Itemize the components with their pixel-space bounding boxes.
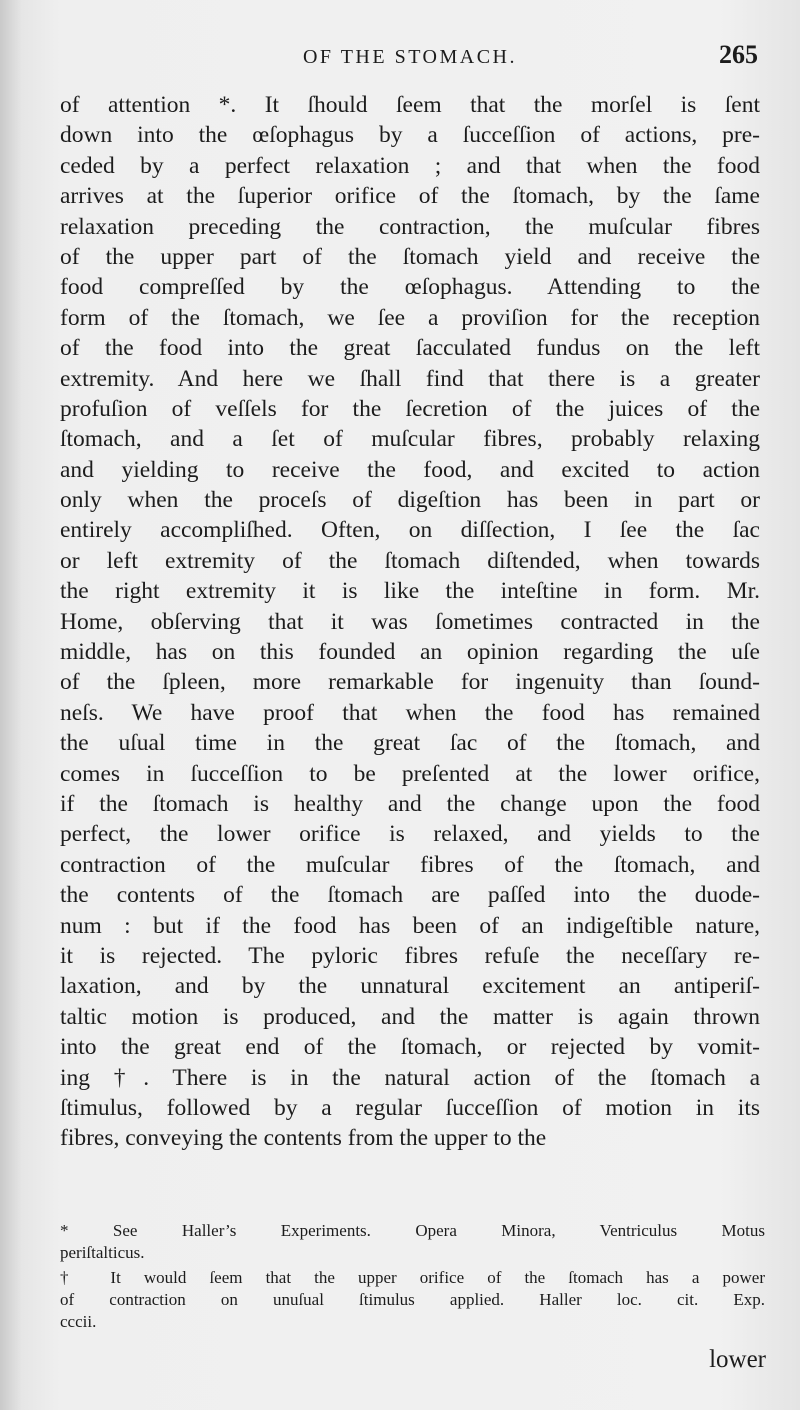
body-line: profuſion of veſſels for the ſecretion of the juices of the	[60, 395, 760, 422]
footnote-line: cccii.	[60, 1312, 97, 1331]
body-line: the uſual time in the great ſac of the ſtomach, and	[60, 730, 760, 757]
body-line: of attention *. It ſhould ſeem that the morſel is ſent	[60, 92, 760, 118]
body-line: perfect, the lower orifice is relaxed, and yields to the	[60, 821, 760, 848]
footnote-line: periſtalticus.	[60, 1243, 145, 1262]
body-line: ing †. There is in the natural action of the ſtomach a	[60, 1064, 760, 1091]
body-line: taltic motion is produced, and the matter is again thrown	[60, 1003, 760, 1030]
page-number: 265	[719, 40, 758, 69]
body-line: if the ſtomach is healthy and the change upon the food	[60, 790, 760, 817]
body-line: of the food into the great ſacculated fundus on the left	[60, 335, 760, 362]
body-line: neſs. We have proof that when the food has remained	[60, 699, 760, 726]
body-line: entirely accompliſhed. Often, on diſſection, I ſee the ſac	[60, 517, 760, 544]
page-header	[60, 40, 760, 80]
body-line: contraction of the muſcular fibres of the ſtomach, and	[60, 851, 760, 878]
body-line: laxation, and by the unnatural excitement an antiperiſ-	[60, 973, 760, 1000]
body-line: into the great end of the ſtomach, or rejected by vomit-	[60, 1034, 760, 1061]
body-line: Home, obſerving that it was ſometimes contracted in the	[60, 608, 760, 635]
body-line: the right extremity it is like the inteſtine in form. Mr.	[60, 578, 760, 605]
footnote-line: * See Haller’s Experiments. Opera Minora, Ventriculus Motus	[60, 1221, 765, 1240]
body-line: food compreſſed by the œſophagus. Attending to the	[60, 274, 760, 301]
body-text	[60, 90, 760, 1154]
body-line: form of the ſtomach, we ſee a proviſion for the reception	[60, 304, 760, 331]
body-line: ceded by a perfect relaxation ; and that when the food	[60, 152, 760, 179]
body-line: comes in ſucceſſion to be preſented at the lower orifice,	[60, 760, 760, 787]
footnotes	[60, 1220, 765, 1333]
body-line: it is rejected. The pyloric fibres refuſe the neceſſary re-	[60, 942, 760, 969]
body-line: relaxation preceding the contraction, the muſcular fibres	[60, 213, 760, 240]
body-line: and yielding to receive the food, and excited to action	[60, 456, 760, 483]
footnote-line: of contraction on unuſual ſtimulus applied. Haller loc. cit. Exp.	[60, 1290, 765, 1309]
body-line: only when the proceſs of digeſtion has been in part or	[60, 487, 760, 514]
running-head: OF THE STOMACH.	[302, 46, 517, 68]
body-line: arrives at the ſuperior orifice of the ſtomach, by the ſame	[60, 183, 760, 210]
body-line: of the upper part of the ſtomach yield and receive the	[60, 243, 760, 270]
body-line: fibres, conveying the contents from the upper to the	[60, 1125, 547, 1152]
body-line: or left extremity of the ſtomach diſtended, when towards	[60, 547, 760, 574]
body-line: extremity. And here we ſhall find that there is a greater	[60, 365, 760, 392]
body-line: num : but if the food has been of an indigeſtible nature,	[60, 912, 760, 939]
body-line: down into the œſophagus by a ſucceſſion of actions, pre-	[60, 122, 760, 149]
footnote-line: † It would ſeem that the upper orifice of the ſtomach has a power	[60, 1268, 765, 1287]
body-line: ſtimulus, followed by a regular ſucceſſion of motion in its	[60, 1094, 760, 1121]
body-line: middle, has on this founded an opinion regarding the uſe	[60, 639, 760, 666]
body-line: of the ſpleen, more remarkable for ingenuity than ſound-	[60, 669, 760, 696]
body-line: ſtomach, and a ſet of muſcular fibres, probably relaxing	[60, 426, 760, 453]
catchword: lower	[709, 1346, 766, 1373]
body-line: the contents of the ſtomach are paſſed into the duode-	[60, 882, 760, 909]
